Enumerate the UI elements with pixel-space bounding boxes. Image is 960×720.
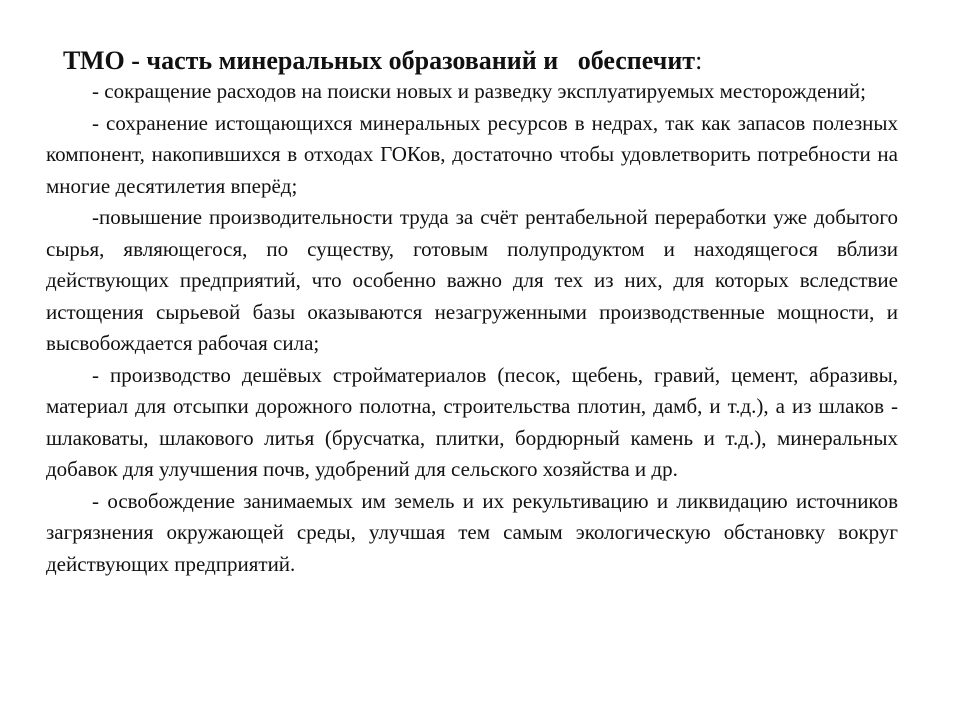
- paragraph-cost-reduction: - сокращение расходов на поиски новых и разведку эксплуатируемых месторождений;: [92, 79, 866, 103]
- paragraph-productivity: -повышение производительности труда за счёт рентабельной переработки уже добытого сырья, являющегося, по существу, готовым полупродуктом и находящегося вблизи действующих предприятий, что особенно важно для тех из них, для которых вследствие истощения сырьевой базы оказываются незагруженными производственные мощности, и высвобождается рабочая сила;: [46, 205, 898, 355]
- slide-title-colon: :: [695, 46, 703, 75]
- paragraph-resource-preservation: - сохранение истощающихся минеральных ресурсов в недрах, так как запасов полезных компонент, накопившихся в отходах ГОКов, достаточно чтобы удовлетворить потребности на многие десятилетия вперёд;: [46, 110, 898, 198]
- slide-title: [63, 44, 923, 78]
- slide-body: [46, 76, 898, 580]
- slide-title-text: ТМО - часть минеральных образований и обеспечит: [63, 46, 696, 75]
- paragraph-construction-materials: - производство дешёвых стройматериалов (песок, щебень, гравий, цемент, абразивы, материал для отсыпки дорожного полотна, строительства плотин, дамб, и т.д.), а из шлаков - шлаковаты, шлакового литья (брусчатка, плитки, бордюрный камень и т.д.), минеральных добавок для улучшения почв, удобрений для сельского хозяйства и др.: [46, 362, 898, 481]
- paragraph-land-reclamation: - освобождение занимаемых им земель и их рекультивацию и ликвидацию источников загрязнения окружающей среды, улучшая тем самым экологическую обстановку вокруг действующих предприятий.: [46, 488, 898, 576]
